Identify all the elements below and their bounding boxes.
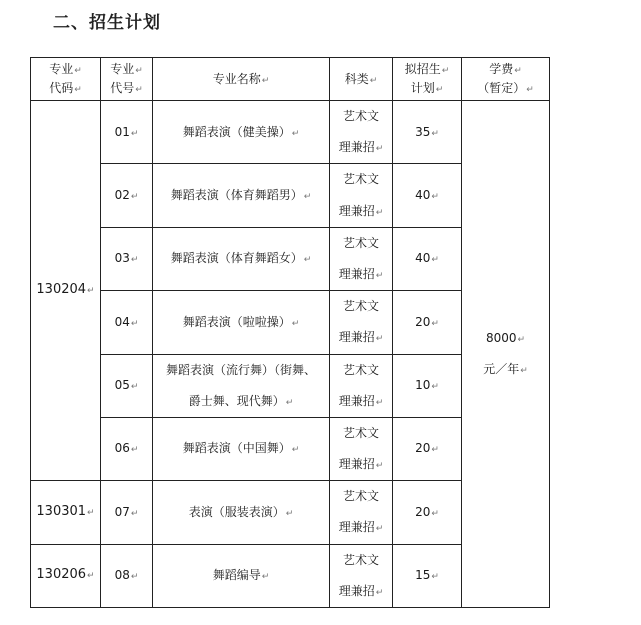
header-sub-code: 专业↵ 代号↵ (101, 58, 153, 101)
section-title: 二、招生计划 (53, 13, 161, 33)
sub-code-cell: 07↵ (101, 481, 153, 544)
header-category: 科类↵ (330, 58, 393, 101)
header-major-code: 专业↵ 代码↵ (31, 58, 101, 101)
plan-cell: 10↵ (393, 354, 462, 417)
major-code-cell: 130204↵ (31, 101, 101, 481)
plan-cell: 20↵ (393, 291, 462, 354)
sub-code-cell: 06↵ (101, 417, 153, 480)
plan-cell: 40↵ (393, 227, 462, 290)
major-code-cell: 130301↵ (31, 481, 101, 544)
sub-code-cell: 03↵ (101, 227, 153, 290)
major-name-cell: 舞蹈表演（流行舞）（街舞、 爵士舞、现代舞）↵ (153, 354, 330, 417)
plan-cell: 20↵ (393, 417, 462, 480)
sub-code-cell: 05↵ (101, 354, 153, 417)
major-name-cell: 舞蹈表演（健美操）↵ (153, 101, 330, 164)
category-cell: 艺术文 理兼招↵ (330, 354, 393, 417)
category-cell: 艺术文 理兼招↵ (330, 101, 393, 164)
category-cell: 艺术文 理兼招↵ (330, 481, 393, 544)
table-header-row (31, 58, 550, 101)
header-tuition: 学费↵ （暂定）↵ (462, 58, 550, 101)
category-cell: 艺术文 理兼招↵ (330, 417, 393, 480)
category-cell: 艺术文 理兼招↵ (330, 164, 393, 227)
enrollment-plan-table (30, 57, 550, 608)
table-row (31, 101, 550, 164)
tuition-cell: 8000↵ 元／年↵ (462, 101, 550, 608)
major-name-cell: 表演（服装表演）↵ (153, 481, 330, 544)
category-cell: 艺术文 理兼招↵ (330, 544, 393, 607)
sub-code-cell: 02↵ (101, 164, 153, 227)
major-code-cell: 130206↵ (31, 544, 101, 607)
plan-cell: 15↵ (393, 544, 462, 607)
plan-cell: 20↵ (393, 481, 462, 544)
major-name-cell: 舞蹈表演（体育舞蹈女）↵ (153, 227, 330, 290)
sub-code-cell: 01↵ (101, 101, 153, 164)
major-name-cell: 舞蹈表演（啦啦操）↵ (153, 291, 330, 354)
major-name-cell: 舞蹈表演（中国舞）↵ (153, 417, 330, 480)
category-cell: 艺术文 理兼招↵ (330, 291, 393, 354)
major-name-cell: 舞蹈编导↵ (153, 544, 330, 607)
plan-cell: 40↵ (393, 164, 462, 227)
plan-cell: 35↵ (393, 101, 462, 164)
header-plan: 拟招生↵ 计划↵ (393, 58, 462, 101)
sub-code-cell: 08↵ (101, 544, 153, 607)
header-major-name: 专业名称↵ (153, 58, 330, 101)
sub-code-cell: 04↵ (101, 291, 153, 354)
category-cell: 艺术文 理兼招↵ (330, 227, 393, 290)
major-name-cell: 舞蹈表演（体育舞蹈男）↵ (153, 164, 330, 227)
